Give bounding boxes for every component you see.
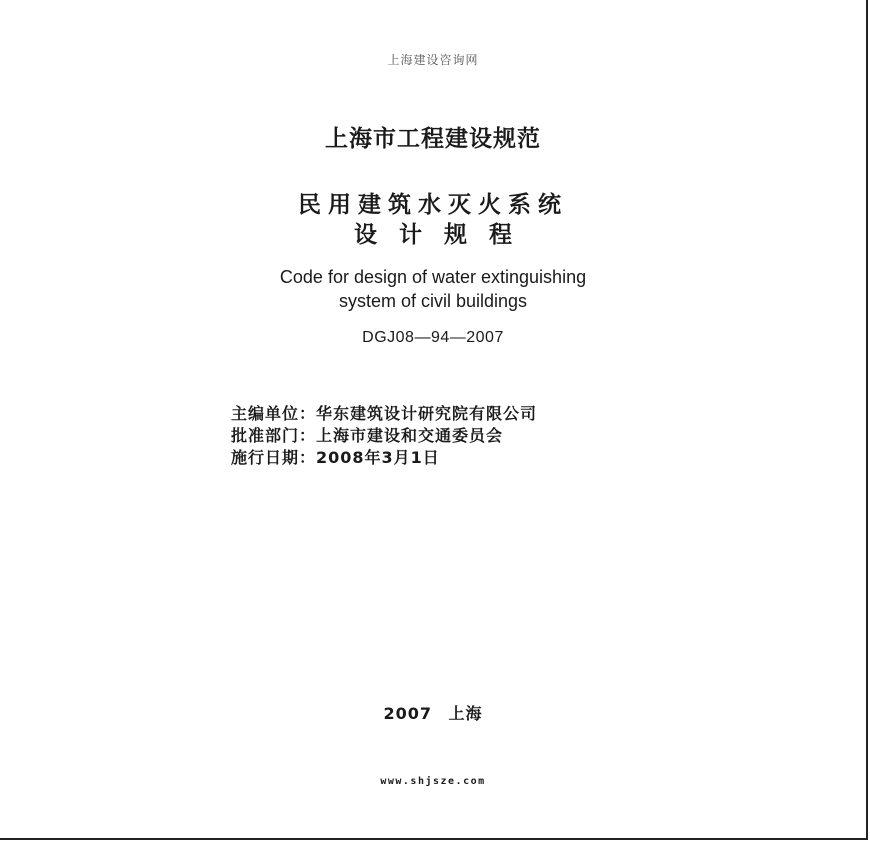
effective-date: 施行日期：2008年3月1日 <box>231 448 440 467</box>
website-url: www.shjsze.com <box>380 776 486 787</box>
english-title-line-1: Code for design of water extinguishing <box>279 267 587 287</box>
english-title-line-2: system of civil buildings <box>338 291 528 311</box>
editor-unit: 主编单位：华东建筑设计研究院有限公司 <box>231 404 538 423</box>
main-title-line-2: 设计规程 <box>354 222 534 248</box>
series-title: 上海市工程建设规范 <box>325 126 541 152</box>
main-title-line-1: 民用建筑水灭火系统 <box>298 192 568 218</box>
source-note: 上海建设咨询网 <box>387 53 479 67</box>
publication-year-city: 2007 上海 <box>383 704 483 723</box>
english-title <box>0 265 866 313</box>
publication-info <box>231 403 537 469</box>
approving-department: 批准部门：上海市建设和交通委员会 <box>231 426 504 445</box>
standard-code: DGJ08—94—2007 <box>362 329 504 346</box>
